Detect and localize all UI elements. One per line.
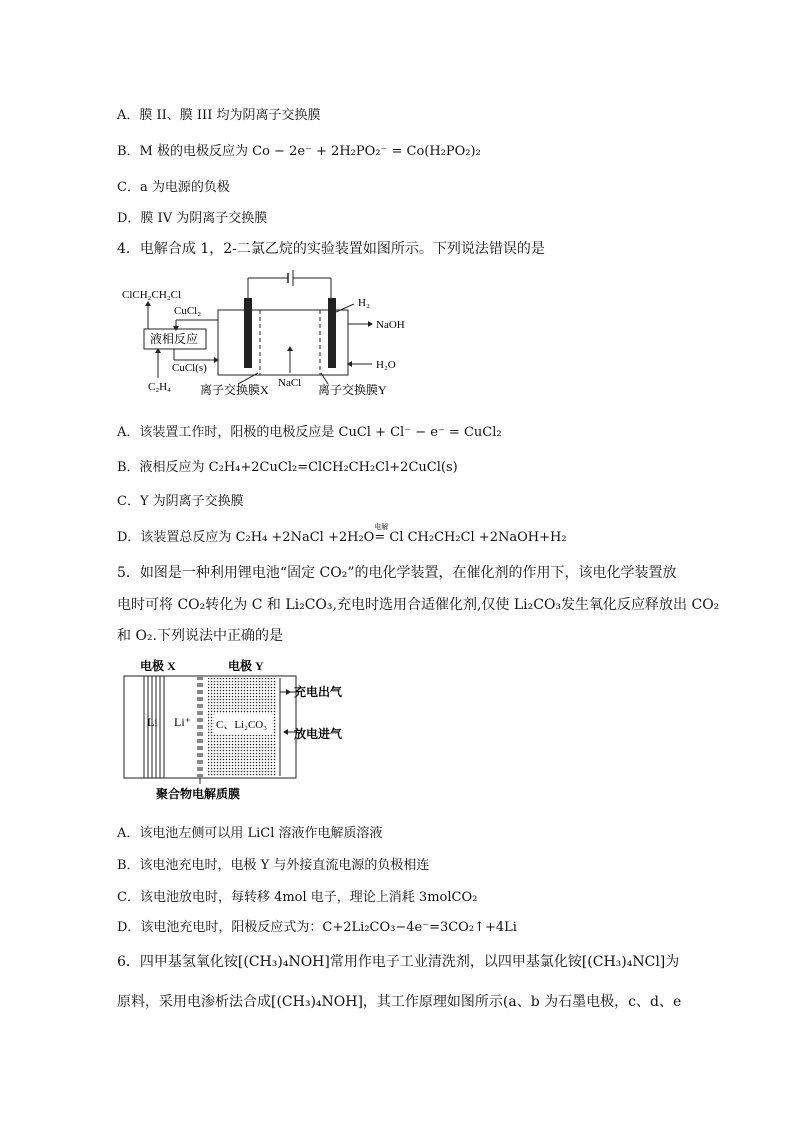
q4-stem: 4．电解合成 1，2-二氯乙烷的实验装置如图所示。下列说法错误的是 — [117, 241, 545, 257]
lithium-battery-diagram — [120, 656, 360, 804]
membrane-label: 聚合物电解质膜 — [156, 787, 241, 801]
cucl2-label: CuCl₂ — [174, 305, 202, 317]
h2-label: H₂ — [358, 297, 370, 309]
li-ion-label: Li⁺ — [174, 715, 191, 729]
q5-stem-line2: 电时可将 CO₂转化为 C 和 Li₂CO₃,充电时选用合适催化剂,仅使 Li₂CO₃发生氧化反应释放出 CO₂ — [117, 597, 720, 613]
q3-option-b-equation: Co − 2e⁻ + 2H₂PO₂⁻ = Co(H₂PO₂)₂ — [252, 144, 481, 159]
q6-stem-line1: 6．四甲基氢氧化铵[(CH₃)₄NOH]常用作电子工业清洗剂，以四甲基氯化铵[(CH₃)₄NCl]为 — [117, 954, 680, 970]
q4-option-a: A．该装置工作时，阳极的电极反应是 CuCl + Cl⁻ − e⁻ = CuCl₂ — [117, 425, 502, 440]
electrode-y-label: 电极 Y — [228, 659, 264, 673]
q4-option-d — [117, 523, 567, 545]
membrane-y-label: 离子交换膜Y — [318, 383, 387, 397]
q4-option-c: C．Y 为阴离子交换膜 — [117, 494, 244, 509]
electrolysis-apparatus — [118, 268, 418, 398]
q5-stem-line3: 和 O₂.下列说法中正确的是 — [117, 628, 283, 644]
electrode-x-label: 电极 X — [140, 659, 176, 673]
li-label: Li — [147, 715, 158, 729]
ethylene-label: C₂H₄ — [148, 381, 171, 393]
q4-option-d-prefix: D．该装置总反应为 — [117, 530, 232, 545]
q4-electrolysis-condition: 电解 — [374, 523, 389, 531]
membrane-x-label: 离子交换膜X — [200, 383, 269, 397]
discharge-in-label: 放电进气 — [294, 727, 343, 741]
c-li2co3-label: C、Li₂CO₃ — [216, 719, 268, 731]
nacl-label: NaCl — [278, 377, 302, 389]
q5-option-a: A．该电池左侧可以用 LiCl 溶液作电解质溶液 — [117, 826, 383, 841]
liquid-reaction-label: 液相反应 — [150, 332, 199, 346]
cathode-electrode — [328, 298, 336, 368]
q3-option-b — [117, 140, 481, 159]
q4-option-d-equation-rhs: = Cl CH₂CH₂Cl +2NaOH+H₂ — [374, 530, 567, 545]
q4-option-d-equation: C₂H₄ +2NaCl +2H₂O — [235, 530, 375, 545]
q3-option-c: C．a 为电源的负极 — [117, 180, 230, 195]
q5-option-b: B．该电池充电时，电极 Y 与外接直流电源的负极相连 — [117, 858, 430, 873]
dichloroethane-label: ClCH₂CH₂Cl — [122, 289, 182, 301]
charge-out-label: 充电出气 — [294, 685, 343, 699]
q5-stem-line1: 5．如图是一种利用锂电池“固定 CO₂”的电化学装置，在催化剂的作用下，该电化学装置放 — [117, 565, 677, 581]
q4-option-b: B．液相反应为 C₂H₄+2CuCl₂=ClCH₂CH₂Cl+2CuCl(s) — [117, 460, 458, 475]
q4-figure — [118, 268, 418, 398]
anode-electrode — [244, 298, 252, 368]
naoh-label: NaOH — [376, 319, 405, 331]
water-label: H₂O — [376, 359, 396, 371]
q5-option-d: D．该电池充电时，阳极反应式为：C+2Li₂CO₃−4e⁻=3CO₂↑+4Li — [117, 920, 517, 935]
q6-stem-line2: 原料，采用电渗析法合成[(CH₃)₄NOH]，其工作原理如图所示(a、b 为石墨电极，c、d、e — [117, 994, 682, 1010]
q5-figure — [120, 656, 360, 804]
q5-option-c: C．该电池放电时，每转移 4mol 电子，理论上消耗 3molCO₂ — [117, 890, 478, 905]
q3-option-b-prefix: B．M 极的电极反应为 — [117, 144, 248, 159]
cucl-solid-label: CuCl(s) — [172, 362, 207, 374]
q3-option-a: A．膜 II、膜 III 均为阴离子交换膜 — [117, 108, 321, 123]
q3-option-d: D．膜 IV 为阴离子交换膜 — [117, 211, 268, 226]
